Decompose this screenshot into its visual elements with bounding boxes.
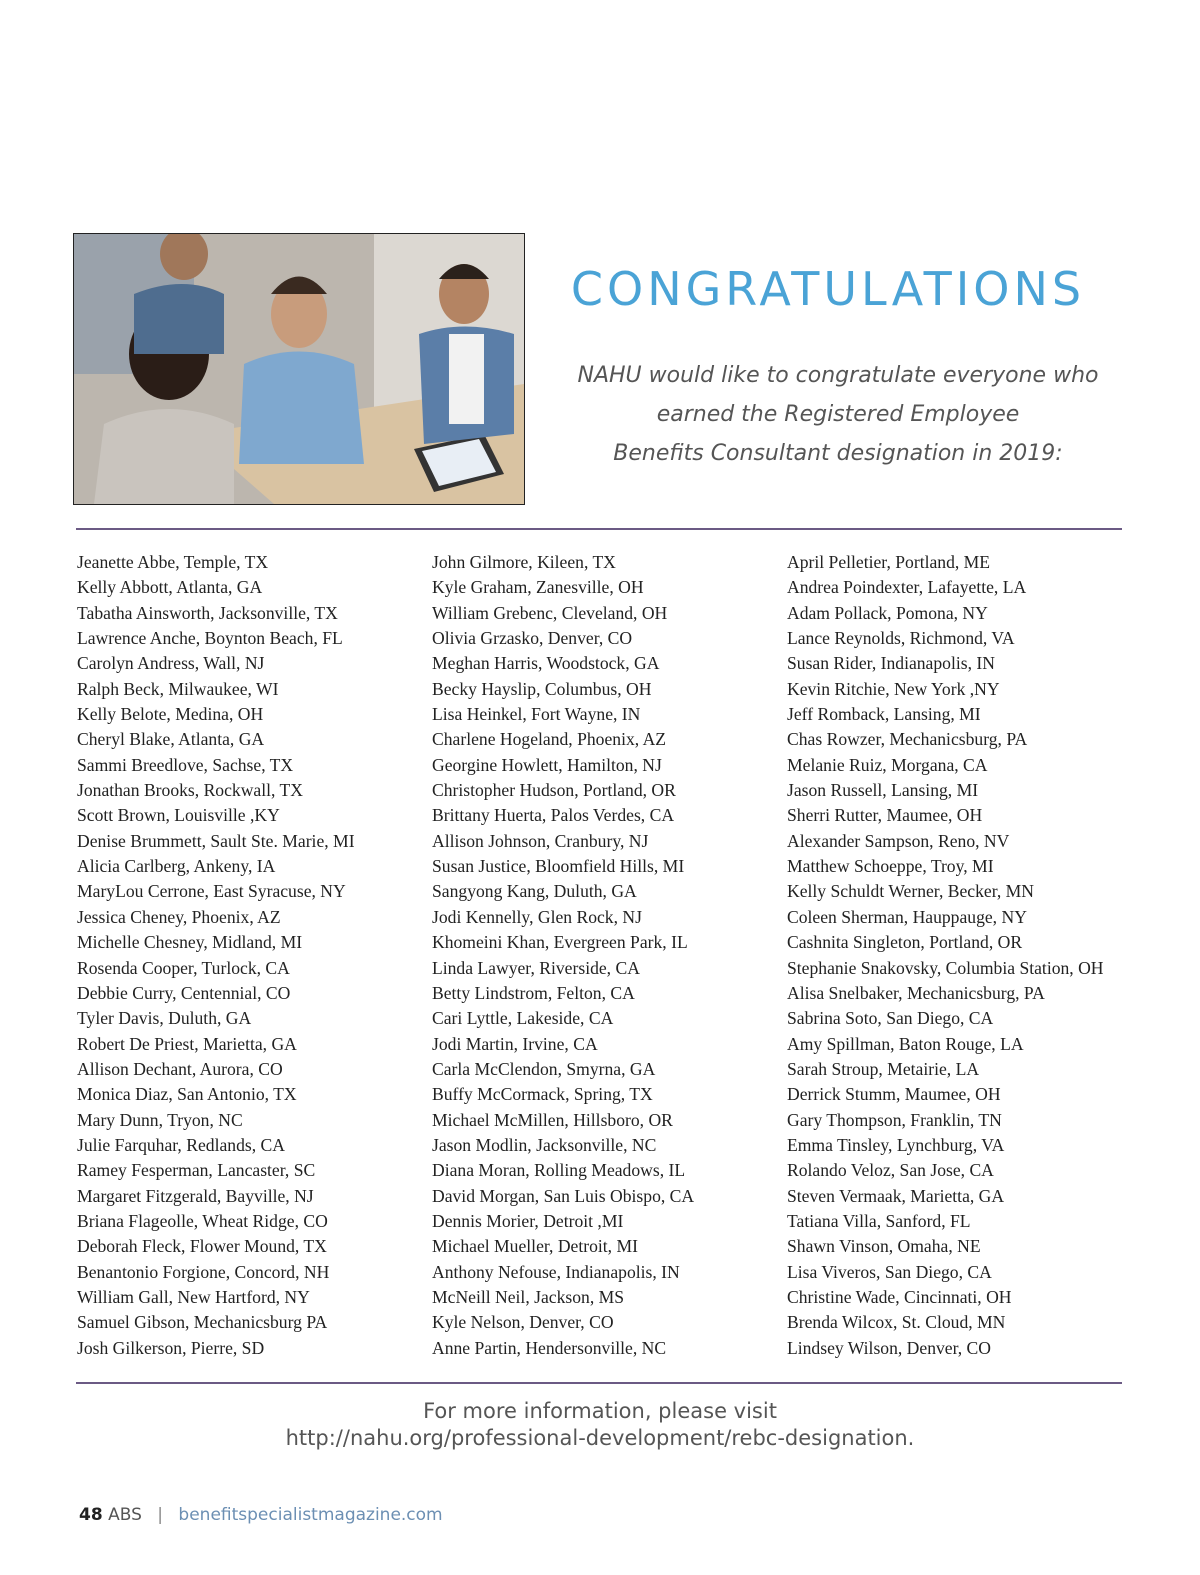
honoree-entry: Coleen Sherman, Hauppauge, NY — [787, 906, 1027, 927]
honoree-entry: Jodi Kennelly, Glen Rock, NJ — [432, 906, 642, 927]
honoree-entry: Michelle Chesney, Midland, MI — [77, 932, 303, 953]
honoree-entry: Lisa Viveros, San Diego, CA — [787, 1261, 992, 1282]
honoree-entry: Sangyong Kang, Duluth, GA — [432, 881, 637, 902]
honoree-entry: Brenda Wilcox, St. Cloud, MN — [787, 1312, 1006, 1333]
honoree-entry: Mary Dunn, Tryon, NC — [77, 1109, 243, 1130]
honoree-entry: Emma Tinsley, Lynchburg, VA — [787, 1134, 1005, 1155]
intro-line: earned the Registered Employee — [656, 402, 1020, 427]
honoree-entry: John Gilmore, Kileen, TX — [432, 552, 616, 572]
honoree-entry: Diana Moran, Rolling Meadows, IL — [432, 1160, 686, 1181]
honorees-column-2 — [432, 550, 694, 1361]
honoree-entry: Jeanette Abbe, Temple, TX — [77, 552, 269, 572]
honoree-entry: Alicia Carlberg, Ankeny, IA — [77, 856, 276, 877]
footer-separator: | — [157, 1505, 164, 1525]
honoree-entry: Amy Spillman, Baton Rouge, LA — [787, 1033, 1024, 1054]
honoree-entry: McNeill Neil, Jackson, MS — [432, 1286, 625, 1307]
honoree-entry: Tabatha Ainsworth, Jacksonville, TX — [77, 602, 338, 623]
honoree-entry: Stephanie Snakovsky, Columbia Station, OH — [787, 957, 1104, 978]
honoree-entry: Michael Mueller, Detroit, MI — [432, 1236, 638, 1257]
honoree-entry: Deborah Fleck, Flower Mound, TX — [77, 1236, 327, 1257]
honoree-entry: Jonathan Brooks, Rockwall, TX — [77, 780, 303, 801]
website-link[interactable]: benefitspecialistmagazine.com — [178, 1505, 443, 1525]
honoree-entry: Susan Rider, Indianapolis, IN — [787, 653, 995, 674]
honoree-entry: Julie Farquhar, Redlands, CA — [77, 1134, 285, 1155]
intro-text — [548, 356, 1128, 473]
honoree-entry: Cheryl Blake, Atlanta, GA — [77, 729, 265, 750]
honoree-entry: Margaret Fitzgerald, Bayville, NJ — [77, 1185, 314, 1206]
intro-line: Benefits Consultant designation in 2019: — [613, 441, 1063, 466]
honoree-entry: Jodi Martin, Irvine, CA — [432, 1033, 598, 1054]
honoree-entry: Khomeini Khan, Evergreen Park, IL — [432, 932, 688, 953]
honoree-entry: Samuel Gibson, Mechanicsburg PA — [77, 1312, 328, 1333]
honoree-entry: Jessica Cheney, Phoenix, AZ — [77, 906, 281, 927]
honoree-entry: Becky Hayslip, Columbus, OH — [432, 678, 652, 699]
honoree-entry: Sabrina Soto, San Diego, CA — [787, 1008, 994, 1029]
honoree-entry: Lisa Heinkel, Fort Wayne, IN — [432, 704, 641, 725]
intro-line: NAHU would like to congratulate everyone who — [577, 363, 1099, 388]
honoree-entry: Sarah Stroup, Metairie, LA — [787, 1058, 980, 1079]
honoree-entry: David Morgan, San Luis Obispo, CA — [432, 1185, 695, 1206]
honoree-entry: Rolando Veloz, San Jose, CA — [787, 1160, 994, 1181]
honoree-entry: Linda Lawyer, Riverside, CA — [432, 957, 640, 978]
honoree-entry: Carolyn Andress, Wall, NJ — [77, 653, 265, 674]
honoree-entry: Lance Reynolds, Richmond, VA — [787, 628, 1015, 649]
honoree-entry: Brittany Huerta, Palos Verdes, CA — [432, 805, 675, 826]
more-info-link[interactable]: http://nahu.org/professional-development/rebc-designation. — [285, 1426, 915, 1450]
honoree-entry: Josh Gilkerson, Pierre, SD — [77, 1337, 265, 1358]
honoree-entry: Betty Lindstrom, Felton, CA — [432, 982, 635, 1003]
team-celebration-illustration — [74, 234, 524, 504]
honoree-entry: Andrea Poindexter, Lafayette, LA — [787, 577, 1027, 598]
bottom-divider — [76, 1382, 1122, 1384]
honoree-entry: Monica Diaz, San Antonio, TX — [77, 1084, 297, 1105]
honoree-entry: Carla McClendon, Smyrna, GA — [432, 1058, 656, 1079]
honoree-entry: Georgine Howlett, Hamilton, NJ — [432, 754, 662, 775]
honoree-entry: Lindsey Wilson, Denver, CO — [787, 1337, 991, 1358]
honoree-entry: Steven Vermaak, Marietta, GA — [787, 1185, 1005, 1206]
honoree-entry: Denise Brummett, Sault Ste. Marie, MI — [77, 830, 355, 851]
publication-name: ABS — [108, 1505, 142, 1525]
honoree-entry: Ralph Beck, Milwaukee, WI — [77, 678, 279, 699]
honoree-entry: Christine Wade, Cincinnati, OH — [787, 1286, 1012, 1307]
honoree-entry: Kelly Belote, Medina, OH — [77, 704, 264, 725]
team-celebration-photo — [73, 233, 525, 505]
honoree-entry: Shawn Vinson, Omaha, NE — [787, 1236, 981, 1257]
honoree-entry: MaryLou Cerrone, East Syracuse, NY — [77, 881, 346, 902]
honorees-column-3 — [787, 550, 1104, 1361]
honoree-entry: Tatiana Villa, Sanford, FL — [787, 1210, 971, 1231]
honoree-entry: April Pelletier, Portland, ME — [787, 552, 991, 572]
honoree-entry: Christopher Hudson, Portland, OR — [432, 780, 676, 801]
honoree-entry: Sherri Rutter, Maumee, OH — [787, 805, 983, 826]
page-title: CONGRATULATIONS — [570, 262, 1086, 316]
honoree-entry: Tyler Davis, Duluth, GA — [77, 1008, 252, 1029]
honoree-entry: Cari Lyttle, Lakeside, CA — [432, 1008, 614, 1029]
top-divider — [76, 528, 1122, 530]
honoree-entry: Kyle Graham, Zanesville, OH — [432, 577, 644, 598]
more-info-line: For more information, please visit — [423, 1399, 777, 1423]
honoree-entry: Kevin Ritchie, New York ,NY — [787, 678, 1000, 699]
honoree-entry: Jason Modlin, Jacksonville, NC — [432, 1134, 657, 1155]
honoree-entry: Meghan Harris, Woodstock, GA — [432, 653, 660, 674]
honoree-entry: Kelly Abbott, Atlanta, GA — [77, 577, 263, 598]
honoree-entry: Jason Russell, Lansing, MI — [787, 780, 979, 801]
honoree-entry: Scott Brown, Louisville ,KY — [77, 805, 280, 826]
honoree-entry: Cashnita Singleton, Portland, OR — [787, 932, 1023, 953]
honoree-entry: Sammi Breedlove, Sachse, TX — [77, 754, 294, 775]
honoree-entry: Allison Johnson, Cranbury, NJ — [432, 830, 649, 851]
honoree-entry: Dennis Morier, Detroit ,MI — [432, 1210, 624, 1231]
honoree-entry: Chas Rowzer, Mechanicsburg, PA — [787, 729, 1028, 750]
honoree-entry: Alexander Sampson, Reno, NV — [787, 830, 1010, 851]
honoree-entry: Anne Partin, Hendersonville, NC — [432, 1337, 667, 1358]
honoree-entry: Kyle Nelson, Denver, CO — [432, 1312, 614, 1333]
honoree-entry: William Gall, New Hartford, NY — [77, 1286, 310, 1307]
honoree-entry: Rosenda Cooper, Turlock, CA — [77, 957, 290, 978]
more-info — [0, 1398, 1200, 1452]
honoree-entry: Lawrence Anche, Boynton Beach, FL — [77, 628, 343, 649]
honoree-entry: Benantonio Forgione, Concord, NH — [77, 1261, 330, 1282]
honoree-entry: Debbie Curry, Centennial, CO — [77, 982, 291, 1003]
honoree-entry: Buffy McCormack, Spring, TX — [432, 1084, 653, 1105]
honoree-entry: Susan Justice, Bloomfield Hills, MI — [432, 856, 685, 877]
honoree-entry: Robert De Priest, Marietta, GA — [77, 1033, 297, 1054]
honoree-entry: Anthony Nefouse, Indianapolis, IN — [432, 1261, 680, 1282]
honoree-entry: Matthew Schoeppe, Troy, MI — [787, 856, 994, 877]
honoree-entry: Adam Pollack, Pomona, NY — [787, 602, 988, 623]
honoree-entry: Alisa Snelbaker, Mechanicsburg, PA — [787, 982, 1045, 1003]
honoree-entry: William Grebenc, Cleveland, OH — [432, 602, 668, 623]
honoree-entry: Jeff Romback, Lansing, MI — [787, 704, 981, 725]
honoree-entry: Ramey Fesperman, Lancaster, SC — [77, 1160, 316, 1181]
honoree-entry: Allison Dechant, Aurora, CO — [77, 1058, 283, 1079]
honoree-entry: Gary Thompson, Franklin, TN — [787, 1109, 1002, 1130]
honoree-entry: Melanie Ruiz, Morgana, CA — [787, 754, 988, 775]
honorees-column-1 — [77, 550, 355, 1361]
honoree-entry: Olivia Grzasko, Denver, CO — [432, 628, 633, 649]
honoree-entry: Briana Flageolle, Wheat Ridge, CO — [77, 1210, 328, 1231]
page-footer — [79, 1505, 443, 1525]
honoree-entry: Derrick Stumm, Maumee, OH — [787, 1084, 1001, 1105]
page-number: 48 — [79, 1505, 103, 1525]
honoree-entry: Charlene Hogeland, Phoenix, AZ — [432, 729, 667, 750]
honoree-entry: Michael McMillen, Hillsboro, OR — [432, 1109, 673, 1130]
honoree-entry: Kelly Schuldt Werner, Becker, MN — [787, 881, 1035, 902]
